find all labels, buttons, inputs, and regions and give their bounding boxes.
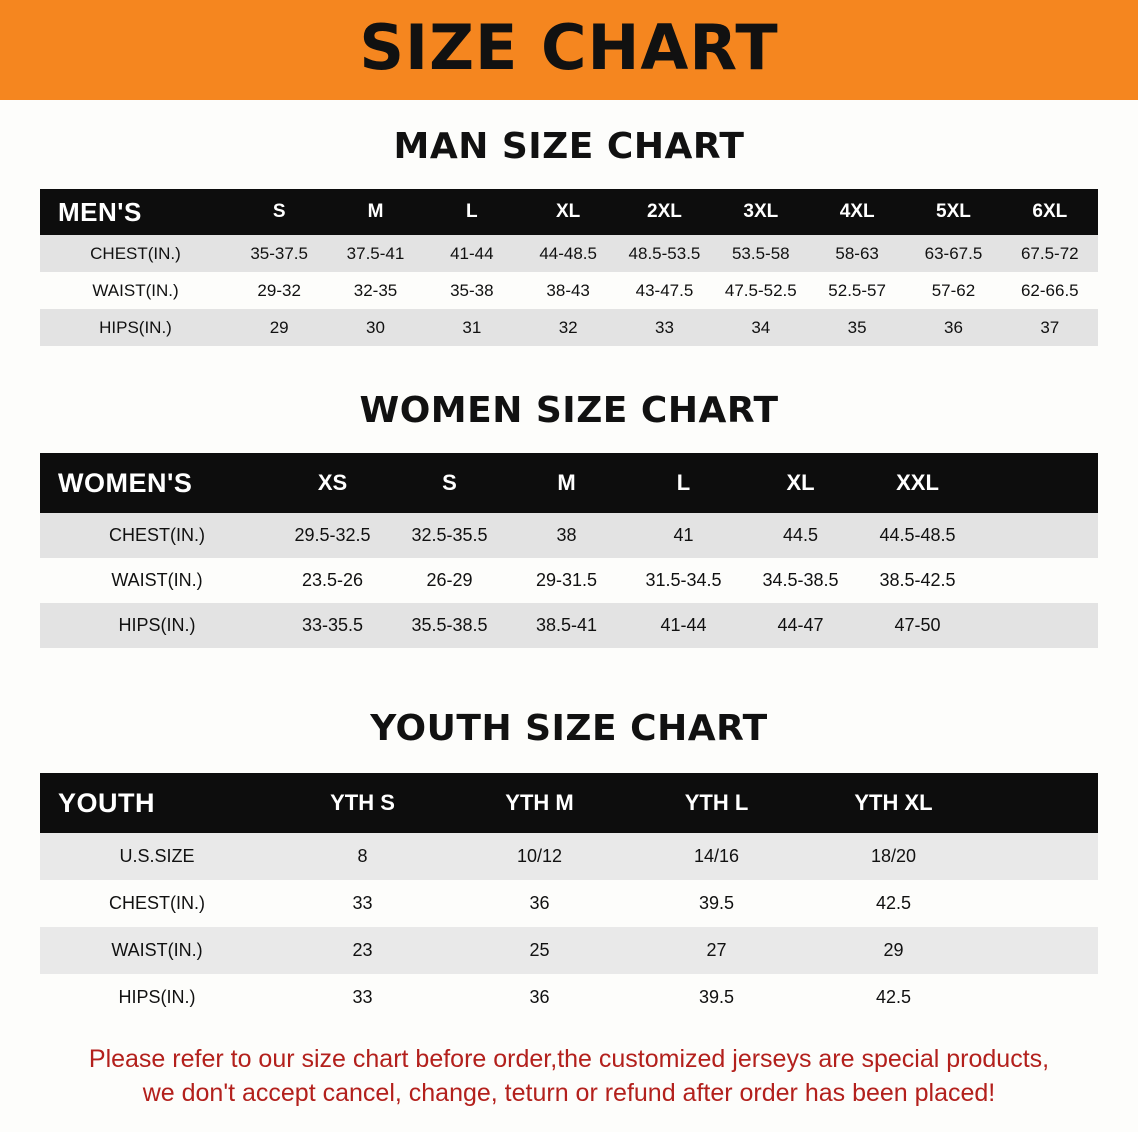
youth-col-1: YTH S: [274, 773, 451, 833]
man-waist-m: 32-35: [353, 280, 398, 300]
man-waist-xl: 38-43: [546, 280, 590, 300]
women-col-spacer: [976, 453, 1098, 513]
man-chest-s: 35-37.5: [250, 243, 308, 263]
women-hips-xs: 33-35.5: [301, 615, 364, 635]
man-chest-2xl: 48.5-53.5: [628, 243, 701, 263]
women-chest-xs: 29.5-32.5: [294, 525, 371, 545]
man-chest-xl: 44-48.5: [539, 243, 597, 263]
man-col-5: 2XL: [616, 189, 712, 235]
order-policy-note: [40, 1043, 1098, 1111]
man-hips-s: 29: [269, 317, 289, 337]
man-waist-2xl: 43-47.5: [635, 280, 694, 300]
women-hips-l: 41-44: [660, 615, 707, 635]
youth-chest-l: 39.5: [698, 893, 735, 913]
women-hips-xxl: 47-50: [894, 615, 941, 635]
women-chest-xxl: 44.5-48.5: [879, 525, 956, 545]
women-chest-spacer: [976, 513, 1098, 558]
youth-row-label-chest: CHEST(IN.): [109, 893, 205, 913]
women-waist-xxl: 38.5-42.5: [879, 570, 956, 590]
youth-chest-s: 33: [352, 893, 373, 913]
man-hips-4xl: 35: [847, 317, 867, 337]
youth-col-3: YTH L: [628, 773, 805, 833]
table-header-row: [40, 453, 1098, 513]
man-hips-6xl: 37: [1040, 317, 1060, 337]
man-waist-4xl: 52.5-57: [828, 280, 886, 300]
women-row-label-hips: HIPS(IN.): [118, 615, 196, 635]
youth-hips-s: 33: [352, 987, 373, 1007]
women-col-1: XS: [274, 453, 391, 513]
man-row-label-waist: WAIST(IN.): [92, 280, 179, 300]
youth-waist-m: 25: [529, 940, 550, 960]
man-corner-label: MEN'S: [40, 189, 231, 235]
man-waist-5xl: 57-62: [931, 280, 976, 300]
order-policy-note-line2: we don't accept cancel, change, teturn or refund after order has been placed!: [142, 1078, 996, 1107]
table-row: [40, 880, 1098, 927]
man-col-1: S: [231, 189, 327, 235]
women-waist-xs: 23.5-26: [301, 570, 364, 590]
table-row: [40, 974, 1098, 1021]
women-col-4: L: [625, 453, 742, 513]
youth-hips-m: 36: [529, 987, 550, 1007]
table-row: [40, 272, 1098, 309]
man-hips-xl: 32: [558, 317, 578, 337]
table-row: [40, 927, 1098, 974]
women-waist-s: 26-29: [426, 570, 473, 590]
women-hips-s: 35.5-38.5: [411, 615, 488, 635]
women-waist-xl: 34.5-38.5: [762, 570, 839, 590]
table-row: [40, 558, 1098, 603]
youth-ussize-l: 14/16: [693, 846, 740, 866]
youth-ussize-spacer: [982, 833, 1098, 880]
women-size-table: [40, 453, 1098, 648]
youth-ussize-xl: 18/20: [870, 846, 917, 866]
women-col-2: S: [391, 453, 508, 513]
man-hips-5xl: 36: [944, 317, 963, 337]
women-corner-label: WOMEN'S: [40, 453, 274, 513]
man-waist-3xl: 47.5-52.5: [724, 280, 797, 300]
man-col-8: 5XL: [905, 189, 1001, 235]
table-header-row: [40, 773, 1098, 833]
table-row: [40, 833, 1098, 880]
page-banner: [0, 0, 1138, 100]
man-col-7: 4XL: [809, 189, 905, 235]
youth-hips-spacer: [982, 974, 1098, 1021]
man-row-label-chest: CHEST(IN.): [90, 243, 181, 263]
man-col-9: 6XL: [1002, 189, 1098, 235]
man-chest-6xl: 67.5-72: [1020, 243, 1079, 263]
man-col-3: L: [424, 189, 520, 235]
women-chest-xl: 44.5: [782, 525, 819, 545]
youth-row-label-waist: WAIST(IN.): [111, 940, 203, 960]
man-chest-3xl: 53.5-58: [731, 243, 790, 263]
youth-chest-m: 36: [529, 893, 550, 913]
women-waist-spacer: [976, 558, 1098, 603]
youth-hips-xl: 42.5: [875, 987, 912, 1007]
women-hips-m: 38.5-41: [535, 615, 598, 635]
man-col-4: XL: [520, 189, 616, 235]
women-hips-xl: 44-47: [777, 615, 824, 635]
page-title: SIZE CHART: [359, 11, 779, 84]
man-waist-6xl: 62-66.5: [1020, 280, 1079, 300]
women-table-wrap: [40, 453, 1098, 648]
women-col-6: XXL: [859, 453, 976, 513]
table-row: [40, 309, 1098, 346]
table-header-row: [40, 189, 1098, 235]
women-col-5: XL: [742, 453, 859, 513]
youth-waist-spacer: [982, 927, 1098, 974]
youth-corner-label: YOUTH: [40, 773, 274, 833]
table-row: [40, 603, 1098, 648]
youth-ussize-m: 10/12: [516, 846, 563, 866]
man-table-wrap: [40, 189, 1098, 346]
man-chest-m: 37.5-41: [346, 243, 405, 263]
youth-ussize-s: 8: [357, 846, 368, 866]
man-hips-m: 30: [366, 317, 385, 337]
man-hips-2xl: 33: [655, 317, 674, 337]
women-hips-spacer: [976, 603, 1098, 648]
man-chest-5xl: 63-67.5: [924, 243, 983, 263]
man-section-heading: MAN SIZE CHART: [393, 126, 745, 167]
women-waist-m: 29-31.5: [535, 570, 598, 590]
women-row-label-chest: CHEST(IN.): [109, 525, 205, 545]
man-col-6: 3XL: [713, 189, 809, 235]
youth-row-label-ussize: U.S.SIZE: [119, 846, 195, 866]
man-col-2: M: [327, 189, 423, 235]
youth-chest-spacer: [982, 880, 1098, 927]
man-chest-l: 41-44: [450, 243, 494, 263]
women-col-3: M: [508, 453, 625, 513]
table-row: [40, 513, 1098, 558]
man-row-label-hips: HIPS(IN.): [99, 317, 172, 337]
man-waist-s: 29-32: [257, 280, 301, 300]
women-row-label-waist: WAIST(IN.): [111, 570, 203, 590]
youth-hips-l: 39.5: [698, 987, 735, 1007]
youth-col-spacer: [982, 773, 1098, 833]
women-section-heading: WOMEN SIZE CHART: [359, 390, 779, 431]
youth-waist-xl: 29: [883, 940, 904, 960]
women-waist-l: 31.5-34.5: [645, 570, 722, 590]
man-hips-3xl: 34: [751, 317, 771, 337]
youth-waist-l: 27: [706, 940, 727, 960]
women-chest-s: 32.5-35.5: [411, 525, 488, 545]
women-chest-m: 38: [556, 525, 577, 545]
order-policy-note-line1: Please refer to our size chart before order,the customized jerseys are special products,: [88, 1045, 1050, 1073]
youth-size-table: [40, 773, 1098, 1021]
man-waist-l: 35-38: [450, 280, 494, 300]
youth-col-2: YTH M: [451, 773, 628, 833]
youth-col-4: YTH XL: [805, 773, 982, 833]
man-hips-l: 31: [462, 317, 482, 337]
women-chest-l: 41: [673, 525, 694, 545]
table-row: [40, 235, 1098, 272]
youth-row-label-hips: HIPS(IN.): [118, 987, 196, 1007]
youth-chest-xl: 42.5: [875, 893, 912, 913]
youth-section-heading: YOUTH SIZE CHART: [370, 708, 768, 749]
man-size-table: [40, 189, 1098, 346]
youth-waist-s: 23: [352, 940, 373, 960]
youth-table-wrap: [40, 773, 1098, 1021]
man-chest-4xl: 58-63: [835, 243, 879, 263]
